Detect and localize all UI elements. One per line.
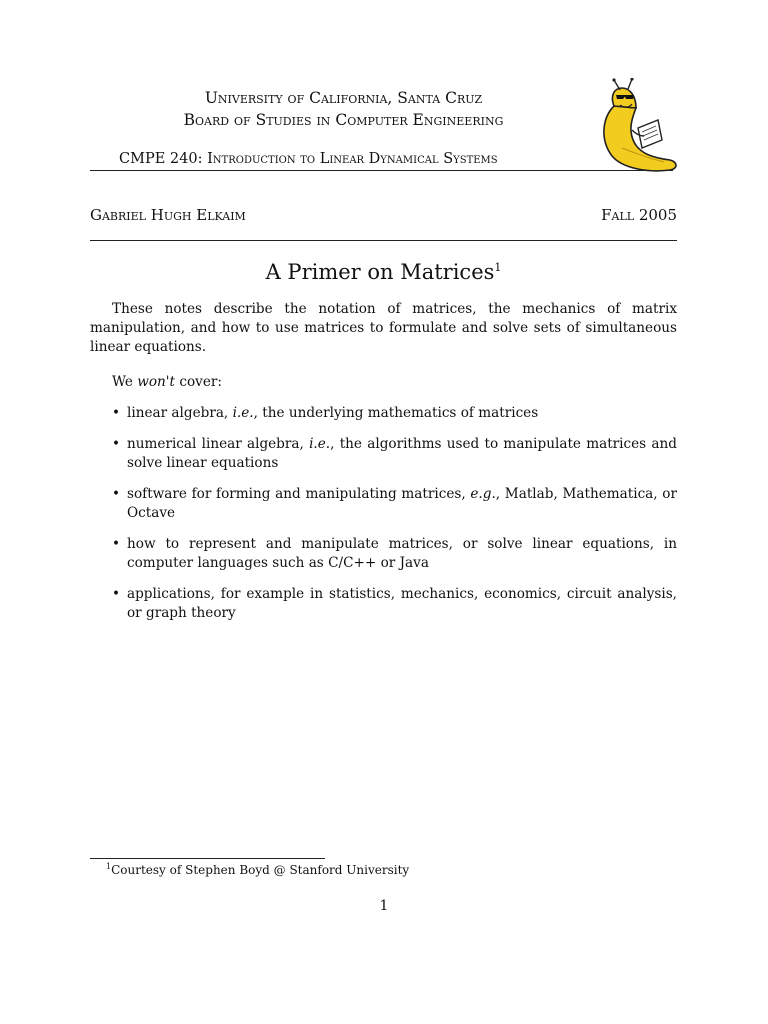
course-title: Introduction to Linear Dynamical Systems	[207, 151, 498, 167]
page-number: 1	[379, 898, 389, 914]
wont-post: cover:	[175, 374, 222, 390]
item-post: , Matlab, Mathematica, or Octave	[127, 486, 677, 521]
list-item	[90, 585, 677, 623]
course-code: CMPE 240:	[119, 151, 203, 167]
footnote-rule	[90, 858, 325, 859]
item-pre: numerical linear algebra,	[127, 436, 310, 452]
bullet-icon: •	[112, 405, 121, 421]
item-post: , the algorithms used to manipulate matrices and solve linear equations	[127, 436, 677, 471]
title-footnote-mark: 1	[494, 261, 502, 274]
bullet-icon: •	[112, 586, 121, 602]
wont-emphasis: won't	[137, 374, 176, 390]
item-em: e.g.	[470, 486, 496, 502]
item-pre: linear algebra,	[127, 405, 233, 421]
board-name: Board of Studies in Computer Engineering	[183, 111, 504, 129]
wont-cover-line	[90, 373, 677, 392]
item-post: , the underlying mathematics of matrices	[253, 405, 539, 421]
bullet-icon: •	[112, 486, 121, 502]
list-item	[90, 535, 677, 573]
document-title	[90, 260, 677, 284]
item-pre: applications, for example in statistics, mechanics, economics, circuit analysis, or graph theory	[127, 586, 677, 621]
item-pre: software for forming and manipulating matrices,	[127, 486, 471, 502]
list-item	[90, 435, 677, 473]
document-body	[90, 300, 677, 635]
course-line	[119, 151, 498, 167]
list-item	[90, 485, 677, 523]
item-pre: how to represent and manipulate matrices, or solve linear equations, in computer languages such as C/C++ or Java	[127, 536, 677, 571]
bullet-icon: •	[112, 536, 121, 552]
header-rule	[90, 170, 673, 171]
item-em: i.e.	[309, 436, 331, 452]
not-covered-list	[90, 404, 677, 623]
university-name: University of California, Santa Cruz	[204, 89, 483, 107]
title-text: A Primer on Matrices	[265, 260, 495, 284]
footnote-text: Courtesy of Stephen Boyd @ Stanford University	[111, 863, 410, 877]
intro-paragraph: These notes describe the notation of matrices, the mechanics of matrix manipulation, and how to use matrices to formulate and solve sets of simultaneous linear equations.	[90, 301, 677, 355]
term: Fall 2005	[601, 206, 677, 224]
author-name: Gabriel Hugh Elkaim	[90, 206, 246, 224]
list-item	[90, 404, 677, 423]
item-em: i.e.	[232, 405, 254, 421]
banana-slug-logo	[592, 78, 682, 178]
footnote-mark: 1	[106, 862, 112, 871]
bullet-icon: •	[112, 436, 121, 452]
author-rule	[90, 240, 677, 241]
footnote	[106, 862, 409, 877]
wont-pre: We	[112, 374, 138, 390]
